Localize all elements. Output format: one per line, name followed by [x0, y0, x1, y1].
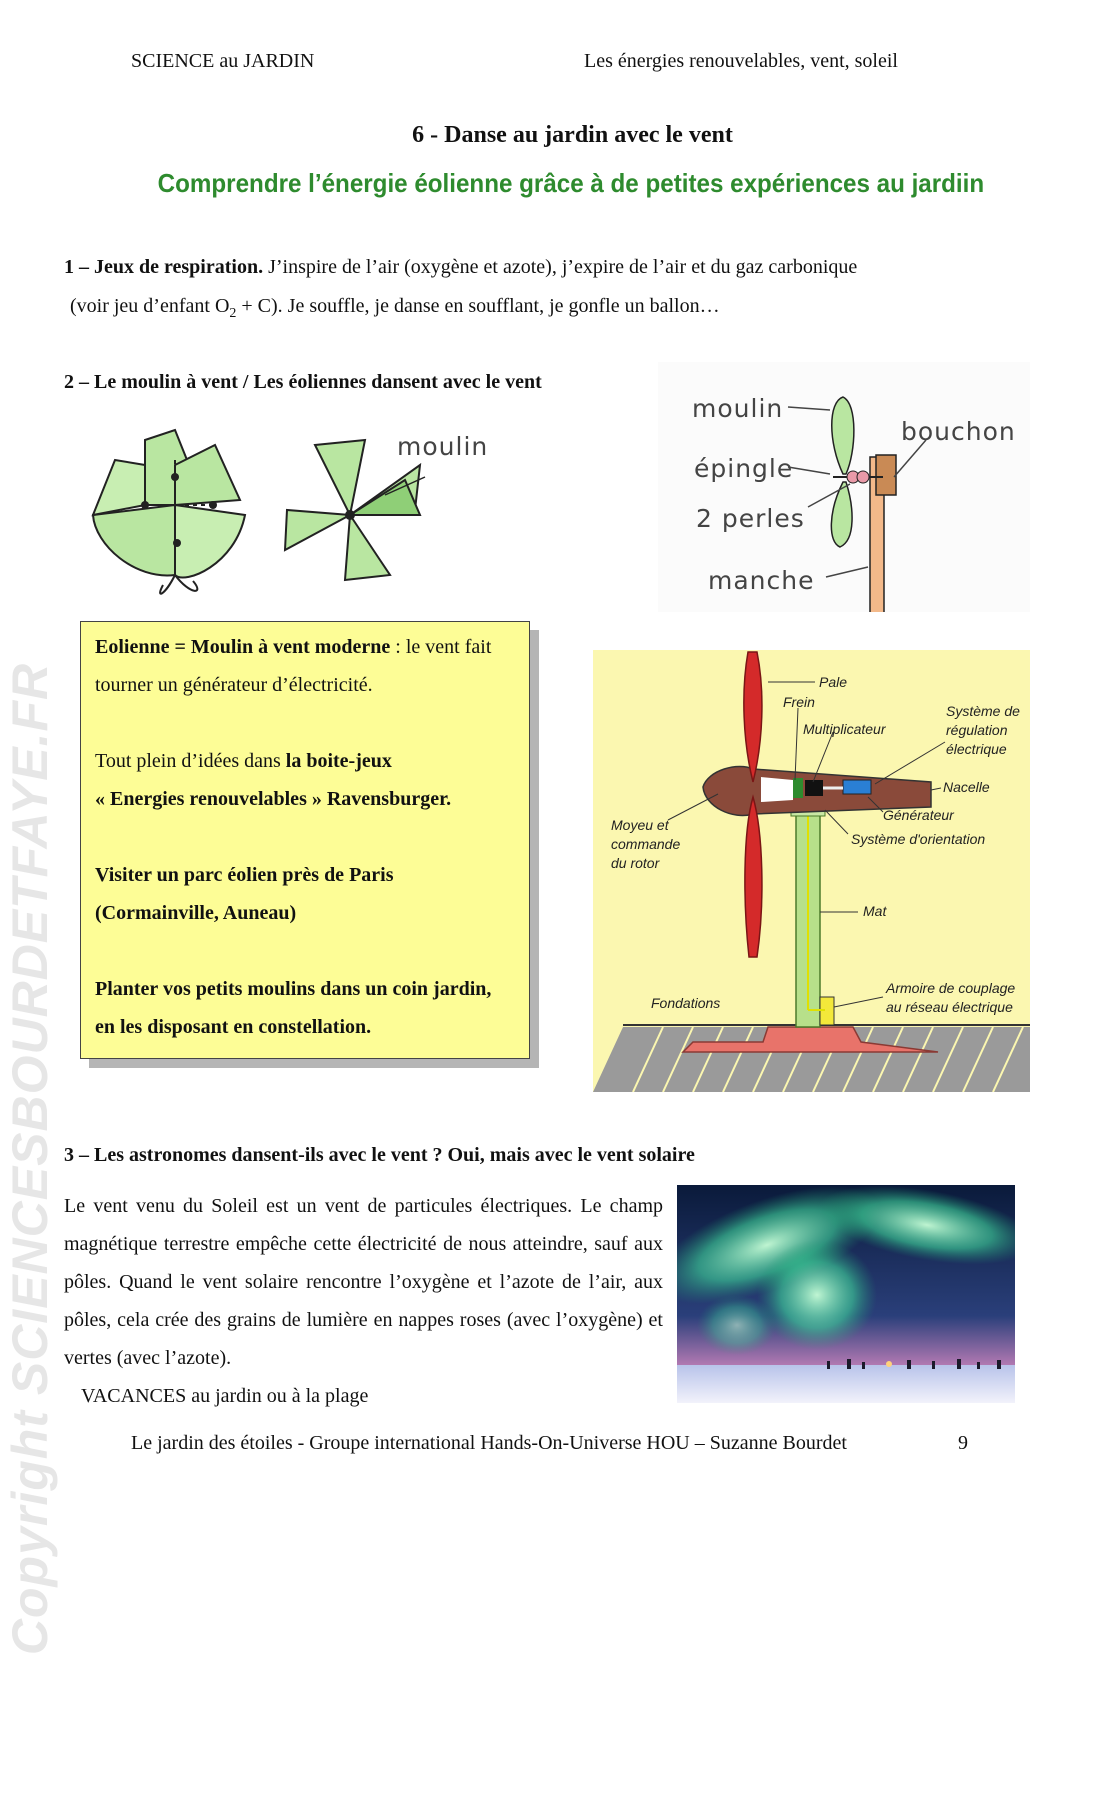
label-moyeu-1: Moyeu et: [611, 817, 669, 833]
aurora-photo-svg: [677, 1185, 1015, 1403]
label-manche: manche: [708, 566, 815, 595]
windmill-diagram-svg: [658, 362, 1030, 630]
pinwheel-illustration: [75, 405, 615, 615]
label-mat: Mat: [863, 903, 887, 919]
section3-paragraph: Le vent venu du Soleil est un vent de particules électriques. Le champ magnétique terrestre empêche cette électricité de nous atteindre, sauf aux pôles. Quand le vent solaire rencontre l’oxygène et l’azote de l’air, aux pôles, cela crée des grains de lumière en nappes roses (avec l’oxygène) et vertes (avec l’azote).: [64, 1195, 663, 1369]
section1-line1-text: J’inspire de l’air (oxygène et azote), j’expire de l’air et du gaz carbonique: [263, 256, 858, 278]
info-p1-text: : le vent fait tourner un générateur d’électricité.: [95, 636, 492, 696]
section1-line1: [64, 248, 1064, 286]
label-epingle: épingle: [694, 454, 794, 483]
pinwheel-label: moulin: [397, 432, 489, 461]
section1-heading: 1 – Jeux de respiration.: [64, 256, 264, 278]
label-perles: 2 perles: [696, 504, 805, 533]
vacances-line: VACANCES au jardin ou à la plage: [81, 1385, 369, 1407]
label-nacelle: Nacelle: [943, 779, 990, 795]
label-regulation-2: régulation: [946, 722, 1008, 738]
header-left: SCIENCE au JARDIN: [131, 50, 315, 72]
label-frein: Frein: [783, 694, 815, 710]
info-p2-text: Tout plein d’idées dans: [95, 750, 286, 772]
pinwheel-drawings: [75, 405, 615, 615]
windmill-diagram: [658, 362, 1030, 630]
label-moyeu-3: du rotor: [611, 855, 660, 871]
label-generateur: Générateur: [883, 807, 954, 823]
info-p1: [95, 628, 515, 704]
wind-turbine-svg: [593, 612, 1030, 1092]
aurora-photo: [677, 1185, 1015, 1403]
label-armoire-1: Armoire de couplage: [886, 980, 1016, 996]
label-regulation-3: électrique: [946, 741, 1007, 757]
label-moyeu-2: commande: [611, 836, 681, 852]
section1-line2: [70, 287, 1070, 333]
info-p1-bold: Eolienne = Moulin à vent moderne: [95, 636, 391, 658]
info-box: [80, 621, 530, 1059]
info-p2: [95, 742, 515, 818]
page-subtitle: Comprendre l’énergie éolienne grâce à de petites expériences au jardiin: [157, 168, 985, 198]
wind-turbine-diagram: [593, 612, 1030, 1092]
label-orientation: Système d'orientation: [851, 831, 986, 847]
page-title: 6 - Danse au jardin avec le vent: [412, 122, 733, 148]
section3-heading: 3 – Les astronomes dansent-ils avec le vent ? Oui, mais avec le vent solaire: [64, 1144, 695, 1166]
section1-line2-text-a: (voir jeu d’enfant O: [70, 295, 230, 317]
label-armoire-2: au réseau électrique: [886, 999, 1013, 1015]
label-regulation-1: Système de: [946, 703, 1020, 719]
subscript-2: 2: [229, 306, 237, 321]
info-p3: Visiter un parc éolien près de Paris (Cormainville, Auneau): [95, 864, 394, 924]
header-right: Les énergies renouvelables, vent, soleil: [584, 50, 898, 72]
section2-heading: 2 – Le moulin à vent / Les éoliennes dansent avec le vent: [64, 371, 542, 393]
label-fondations: Fondations: [651, 995, 721, 1011]
label-bouchon: bouchon: [901, 417, 1016, 446]
page-number: 9: [958, 1432, 968, 1454]
info-p2-bold2: « Energies renouvelables » Ravensburger.: [95, 788, 452, 810]
info-p4: Planter vos petits moulins dans un coin jardin, en les disposant en constellation.: [95, 978, 492, 1038]
footer-text: Le jardin des étoiles - Groupe international Hands-On-Universe HOU – Suzanne Bourdet: [131, 1432, 847, 1454]
section1-line2-text-b: + C). Je souffle, je danse en soufflant, je gonfle un ballon…: [236, 295, 720, 317]
label-multiplicateur: Multiplicateur: [803, 721, 886, 737]
label-pale: Pale: [819, 674, 848, 690]
info-p2-bold1: la boite-jeux: [285, 750, 392, 772]
copyright-watermark: Copyright SCIENCESBOURDETFAYE.FR: [2, 662, 58, 1656]
label-moulin: moulin: [692, 394, 784, 423]
